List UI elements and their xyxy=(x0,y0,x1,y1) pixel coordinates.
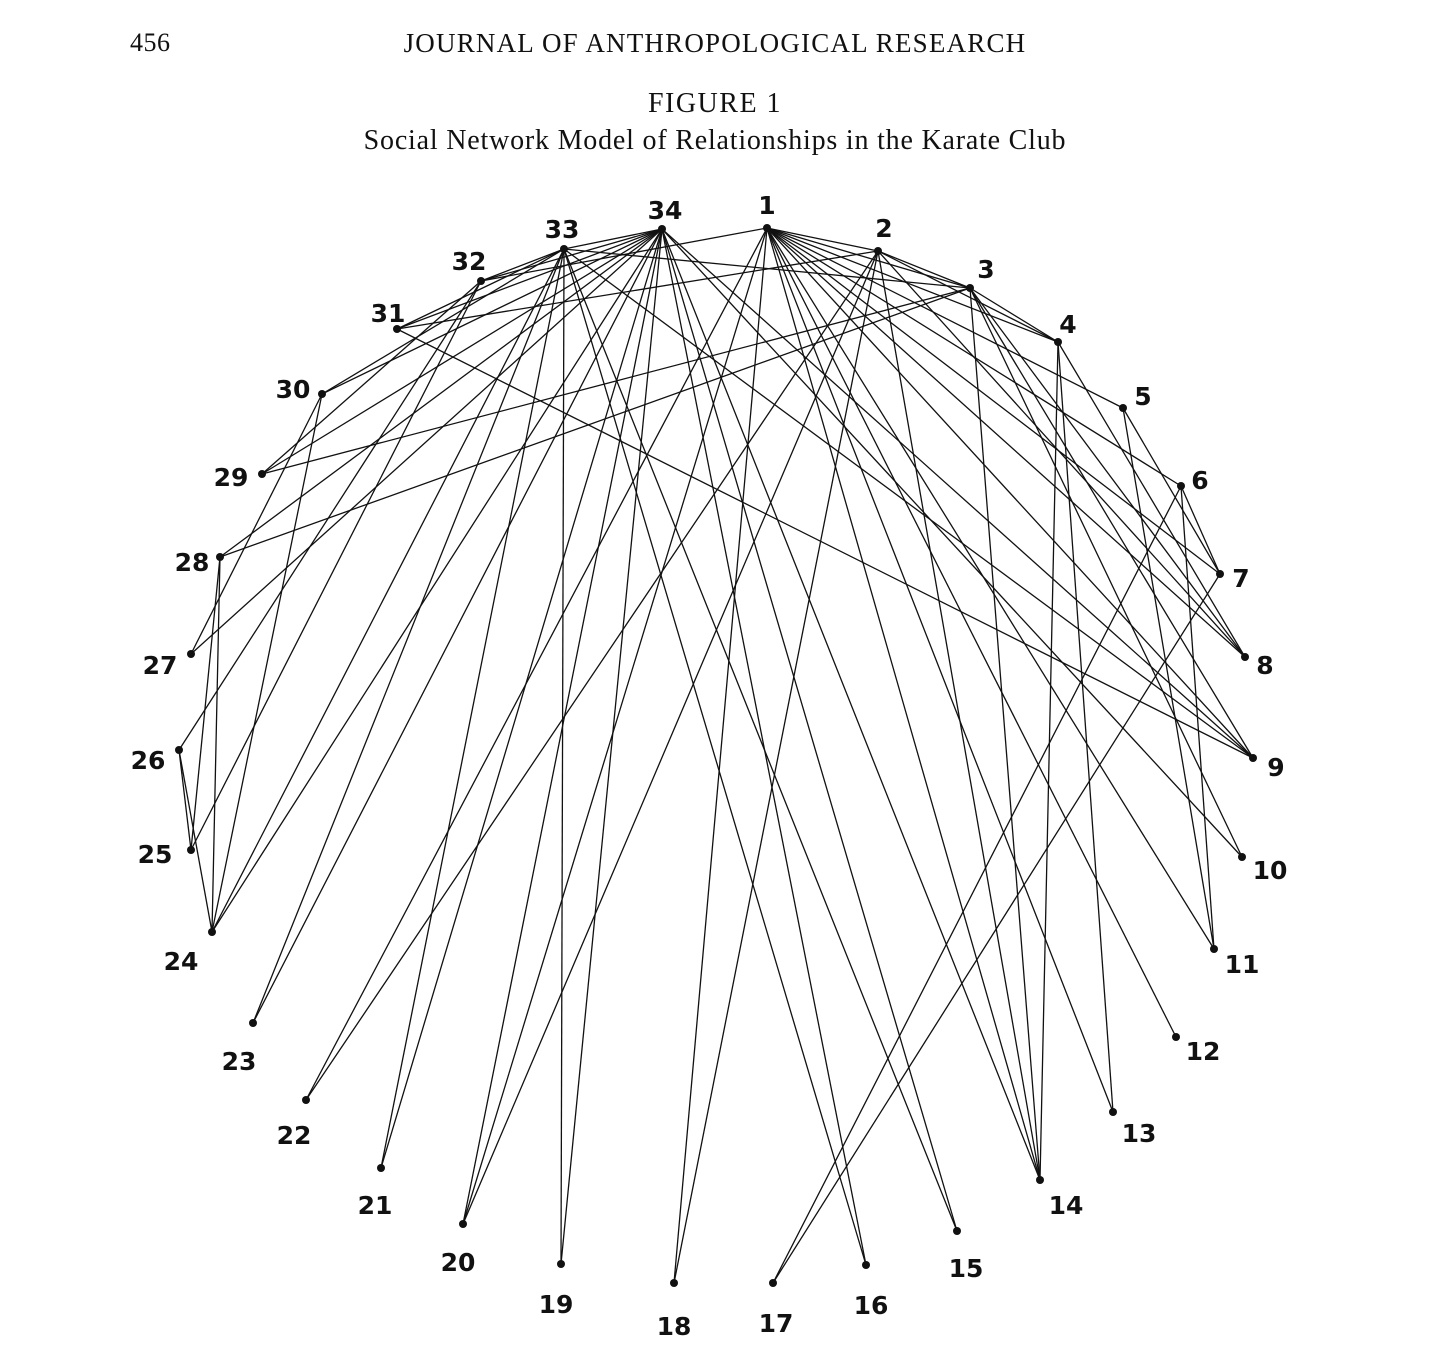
node-6 xyxy=(1177,482,1185,490)
edge-24-33 xyxy=(212,249,564,932)
node-label-1: 1 xyxy=(758,191,776,220)
node-7 xyxy=(1216,570,1224,578)
node-18 xyxy=(670,1279,678,1287)
node-label-25: 25 xyxy=(137,840,173,869)
node-label-17: 17 xyxy=(758,1309,794,1338)
edge-20-34 xyxy=(463,229,662,1224)
node-34 xyxy=(658,225,666,233)
edge-1-14 xyxy=(767,228,1040,1180)
node-label-3: 3 xyxy=(977,255,995,284)
edge-3-28 xyxy=(220,288,970,557)
edge-25-26 xyxy=(179,750,191,850)
node-label-8: 8 xyxy=(1256,651,1274,680)
node-label-14: 14 xyxy=(1048,1191,1084,1220)
node-label-21: 21 xyxy=(357,1191,393,1220)
node-label-10: 10 xyxy=(1252,856,1288,885)
edge-32-33 xyxy=(481,249,564,281)
node-19 xyxy=(557,1260,565,1268)
node-23 xyxy=(249,1019,257,1027)
edge-24-34 xyxy=(212,229,662,932)
edge-2-14 xyxy=(878,251,1040,1180)
node-17 xyxy=(769,1279,777,1287)
node-label-13: 13 xyxy=(1121,1119,1157,1148)
node-label-16: 16 xyxy=(853,1291,889,1320)
edge-15-34 xyxy=(662,229,957,1231)
figure-label: FIGURE 1 xyxy=(647,88,783,119)
edge-1-22 xyxy=(306,228,767,1100)
node-label-29: 29 xyxy=(213,463,249,492)
node-13 xyxy=(1109,1108,1117,1116)
edge-4-13 xyxy=(1058,342,1113,1112)
edge-4-14 xyxy=(1040,342,1058,1180)
edge-19-34 xyxy=(561,229,662,1264)
node-10 xyxy=(1238,853,1246,861)
figure-caption: Social Network Model of Relationships in the Karate Club xyxy=(363,125,1067,156)
node-30 xyxy=(318,390,326,398)
node-27 xyxy=(187,650,195,658)
edge-30-33 xyxy=(322,249,564,394)
node-label-18: 18 xyxy=(656,1312,692,1341)
node-12 xyxy=(1172,1033,1180,1041)
edge-2-22 xyxy=(306,251,878,1100)
node-label-34: 34 xyxy=(647,196,683,225)
edge-10-34 xyxy=(662,229,1242,857)
node-2 xyxy=(874,247,882,255)
node-25 xyxy=(187,846,195,854)
edge-14-34 xyxy=(662,229,1040,1180)
node-15 xyxy=(953,1227,961,1235)
node-label-12: 12 xyxy=(1185,1037,1221,1066)
edge-1-18 xyxy=(674,228,767,1283)
node-label-28: 28 xyxy=(174,548,210,577)
node-5 xyxy=(1119,404,1127,412)
node-11 xyxy=(1210,945,1218,953)
edge-25-28 xyxy=(191,557,220,850)
node-14 xyxy=(1036,1176,1044,1184)
node-22 xyxy=(302,1096,310,1104)
node-32 xyxy=(477,277,485,285)
edge-3-33 xyxy=(564,249,970,288)
edge-2-4 xyxy=(878,251,1058,342)
node-8 xyxy=(1241,653,1249,661)
node-label-11: 11 xyxy=(1224,950,1260,979)
edge-1-2 xyxy=(767,228,878,251)
node-26 xyxy=(175,746,183,754)
edge-1-8 xyxy=(767,228,1245,657)
node-label-26: 26 xyxy=(130,746,166,775)
node-21 xyxy=(377,1164,385,1172)
edge-1-12 xyxy=(767,228,1176,1037)
edge-1-4 xyxy=(767,228,1058,342)
edge-26-32 xyxy=(179,281,481,750)
node-3 xyxy=(966,284,974,292)
node-label-30: 30 xyxy=(275,375,311,404)
node-16 xyxy=(862,1261,870,1269)
node-label-20: 20 xyxy=(440,1248,476,1277)
node-label-9: 9 xyxy=(1267,753,1285,782)
node-label-23: 23 xyxy=(221,1047,257,1076)
node-4 xyxy=(1054,338,1062,346)
running-header: JOURNAL OF ANTHROPOLOGICAL RESEARCH xyxy=(403,28,1027,58)
node-label-19: 19 xyxy=(538,1290,574,1319)
node-label-27: 27 xyxy=(142,651,178,680)
node-label-31: 31 xyxy=(370,299,406,328)
edge-2-3 xyxy=(878,251,970,288)
node-9 xyxy=(1249,754,1257,762)
node-28 xyxy=(216,553,224,561)
node-24 xyxy=(208,928,216,936)
edge-19-33 xyxy=(561,249,564,1264)
page-number: 456 xyxy=(130,28,171,57)
edge-2-20 xyxy=(463,251,878,1224)
node-20 xyxy=(459,1220,467,1228)
node-label-15: 15 xyxy=(948,1254,984,1283)
edge-9-33 xyxy=(564,249,1253,758)
edge-6-17 xyxy=(773,486,1181,1283)
node-label-5: 5 xyxy=(1134,382,1152,411)
node-label-32: 32 xyxy=(451,247,487,276)
node-label-7: 7 xyxy=(1232,564,1250,593)
node-1 xyxy=(763,224,771,232)
node-label-6: 6 xyxy=(1191,466,1209,495)
node-33 xyxy=(560,245,568,253)
edge-31-34 xyxy=(397,229,662,329)
node-label-2: 2 xyxy=(875,214,893,243)
labels-layer xyxy=(131,191,1288,1341)
edge-3-14 xyxy=(970,288,1040,1180)
node-label-33: 33 xyxy=(544,215,580,244)
edge-24-28 xyxy=(212,557,220,932)
node-29 xyxy=(258,470,266,478)
edge-15-33 xyxy=(564,249,957,1231)
node-label-24: 24 xyxy=(163,947,199,976)
edge-27-30 xyxy=(191,394,322,654)
node-label-4: 4 xyxy=(1059,310,1077,339)
edge-23-34 xyxy=(253,229,662,1023)
node-label-22: 22 xyxy=(276,1121,312,1150)
edge-21-33 xyxy=(381,249,564,1168)
edges-layer xyxy=(179,228,1253,1283)
